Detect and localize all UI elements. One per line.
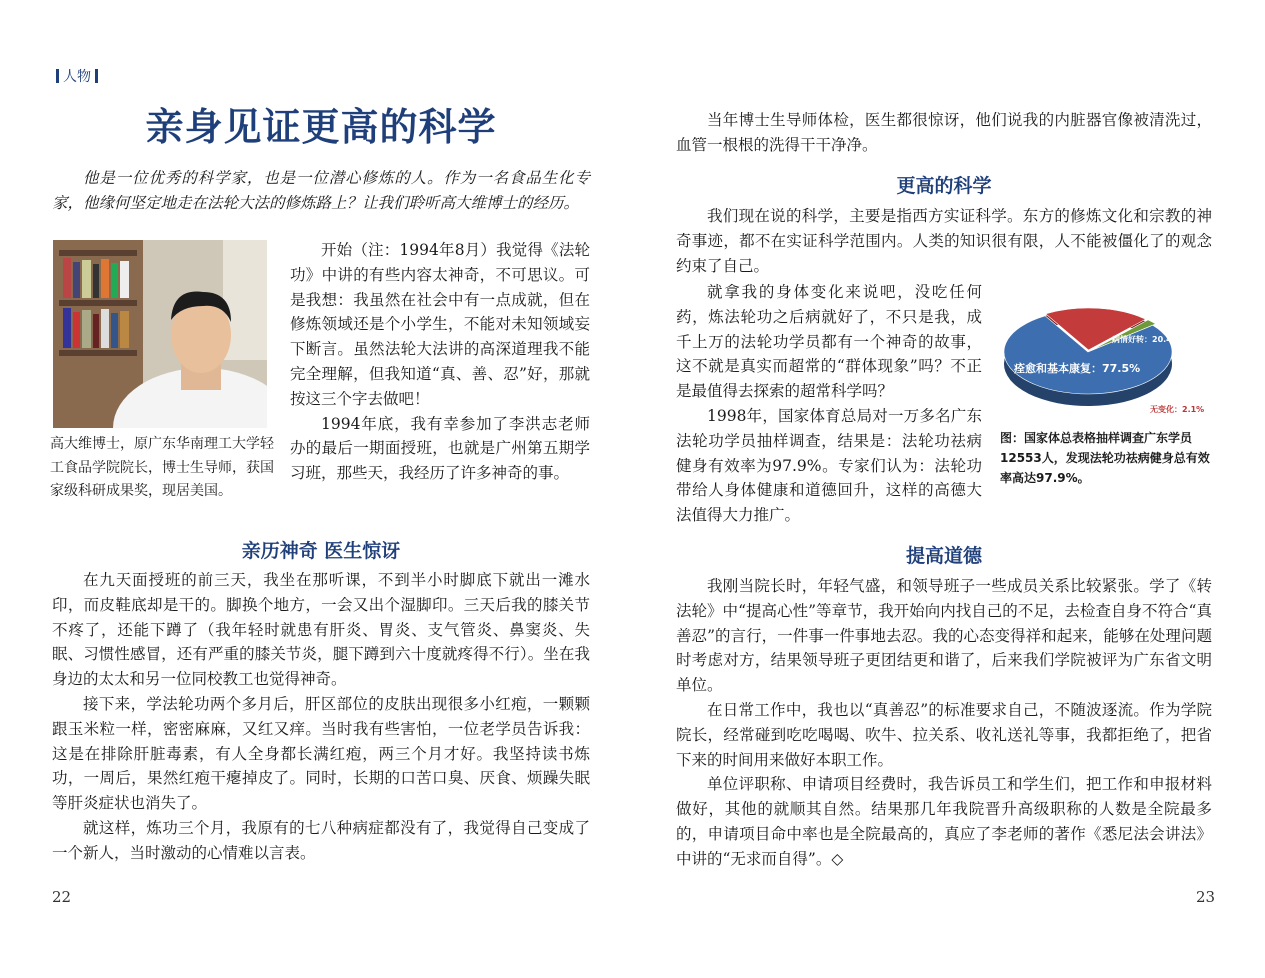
paragraph: 就这样，炼功三个月，我原有的七八种病症都没有了，我觉得自己变成了一个新人，当时激动的心情难以言表。: [52, 818, 590, 862]
section2-column: [676, 280, 982, 528]
paragraph: 开始（注：1994年8月）我觉得《法轮功》中讲的有些内容太神奇，不可思议。可是我想：我虽然在社会中有一点成就，但在修炼领域还是个小学生，不能对未知领域妄下断言。虽然法轮大法讲的高深道理我不能完全理解，但我知道“真、善、忍”好，那就按这三个字去做吧！: [290, 241, 590, 408]
pie-slice-label: 病情好转：20.4%: [1112, 335, 1180, 344]
pie-slice-label: 无变化：2.1%: [1150, 405, 1205, 414]
section3-body: [676, 574, 1212, 872]
paragraph: 单位评职称、申请项目经费时，我告诉员工和学生们，把工作和申报材料做好，其他的就顺其自然。结果那几年我院晋升高级职称的人数是全院最多的，申请项目命中率也是全院最高的，真应了李老师的著作《悉尼法会讲法》中讲的“无求而自得”。◇: [676, 775, 1212, 868]
chart-caption: 图：国家体总表格抽样调查广东学员12553人，发现法轮功祛病健身总有效率高达97.9%。: [1000, 431, 1210, 485]
section-heading: 更高的科学: [896, 175, 992, 197]
section-tag-label: 人物: [63, 69, 91, 85]
right-top-text: [676, 108, 1212, 158]
page-number-left: 22: [52, 888, 72, 906]
paragraph: 我刚当院长时，年轻气盛，和领导班子一些成员关系比较紧张。学了《转法轮》中“提高心性”等章节，我开始向内找自己的不足，去检查自身不符合“真善忍”的言行，一件事一件事地去忍。我的心态变得祥和起来，能够在处理问题时考虑对方，结果领导班子更团结更和谐了，后来我们学院被评为广东省文明单位。: [676, 577, 1212, 695]
left-column-text: [290, 238, 590, 486]
article-title: 亲身见证更高的科学: [145, 104, 497, 149]
paragraph: 在日常工作中，我也以“真善忍”的标准要求自己，不随波逐流。作为学院院长，经常碰到吃吃喝喝、吹牛、拉关系、收礼送礼等事，我都拒绝了，把省下来的时间用来做好本职工作。: [676, 700, 1212, 769]
pie-chart-svg: [1000, 290, 1215, 430]
pie-slice-label: 痊愈和基本康复：77.5%: [1014, 362, 1141, 375]
paragraph: 1994年底，我有幸参加了李洪志老师办的最后一期面授班，也就是广州第五期学习班，那些天，我经历了许多神奇的事。: [290, 414, 590, 483]
paragraph: 我们现在说的科学，主要是指西方实证科学。东方的修炼文化和宗教的神奇事迹，都不在实证科学范围内。人类的知识很有限，人不能被僵化了的观念约束了自己。: [676, 207, 1212, 275]
paragraph: 1998年，国家体育总局对一万多名广东法轮功学员抽样调查，结果是：法轮功祛病健身有效率为97.9%。专家们认为：法轮功带给人身体健康和道德回升，这样的高德大法值得大力推广。: [676, 406, 982, 525]
article-intro: 他是一位优秀的科学家，也是一位潜心修炼的人。作为一名食品生化专家，他缘何坚定地走在法轮大法的修炼路上？让我们聆听高大维博士的经历。: [52, 169, 590, 212]
section-heading: 亲历神奇 医生惊讶: [241, 540, 401, 562]
paragraph: 接下来，学法轮功两个多月后，肝区部位的皮肤出现很多小红疱，一颗颗跟玉米粒一样，密密麻麻，又红又痒。当时我有些害怕，一位老学员告诉我：这是在排除肝脏毒素，有人全身都长满红疱，两三个月才好。我坚持读书炼功，一周后，果然红疱干瘪掉皮了。同时，长期的口苦口臭、厌食、烦躁失眠等肝炎症状也消失了。: [52, 694, 590, 813]
paragraph: 当年博士生导师体检，医生都很惊讶，他们说我的内脏器官像被清洗过，血管一根根的洗得干干净净。: [676, 111, 1212, 154]
section1-body: [52, 568, 590, 866]
paragraph: 在九天面授班的前三天，我坐在那听课，不到半小时脚底下就出一滩水印，而皮鞋底却是干的。脚换个地方，一会又出个湿脚印。三天后我的膝关节不疼了，还能下蹲了（我年轻时就患有肝炎、胃炎、支气管炎、鼻窦炎、失眠、习惯性感冒，还有严重的膝关节炎，腿下蹲到六十度就疼得不行）。坐在我身边的太太和另一位同校教工也觉得神奇。: [52, 571, 590, 689]
pie-chart: [1000, 290, 1215, 430]
section-heading: 提高道德: [905, 545, 982, 567]
section-tag: [52, 66, 102, 86]
photo-caption: 高大维博士，原广东华南理工大学轻工食品学院院长，博士生导师，获国家级科研成果奖，现居美国。: [50, 436, 274, 499]
paragraph: 就拿我的身体变化来说吧，没吃任何药，炼法轮功之后病就好了，不只是我，成千上万的法轮功学员都有一个神奇的故事，这不就是真实而超常的“群体现象”吗？不正是最值得去探索的超常科学吗？: [676, 283, 982, 401]
tag-bar-left: [56, 69, 59, 83]
section2-intro: [676, 204, 1212, 278]
portrait-photo: [53, 240, 267, 428]
page-number-right: 23: [1196, 888, 1216, 906]
tag-bar-right: [95, 69, 98, 83]
